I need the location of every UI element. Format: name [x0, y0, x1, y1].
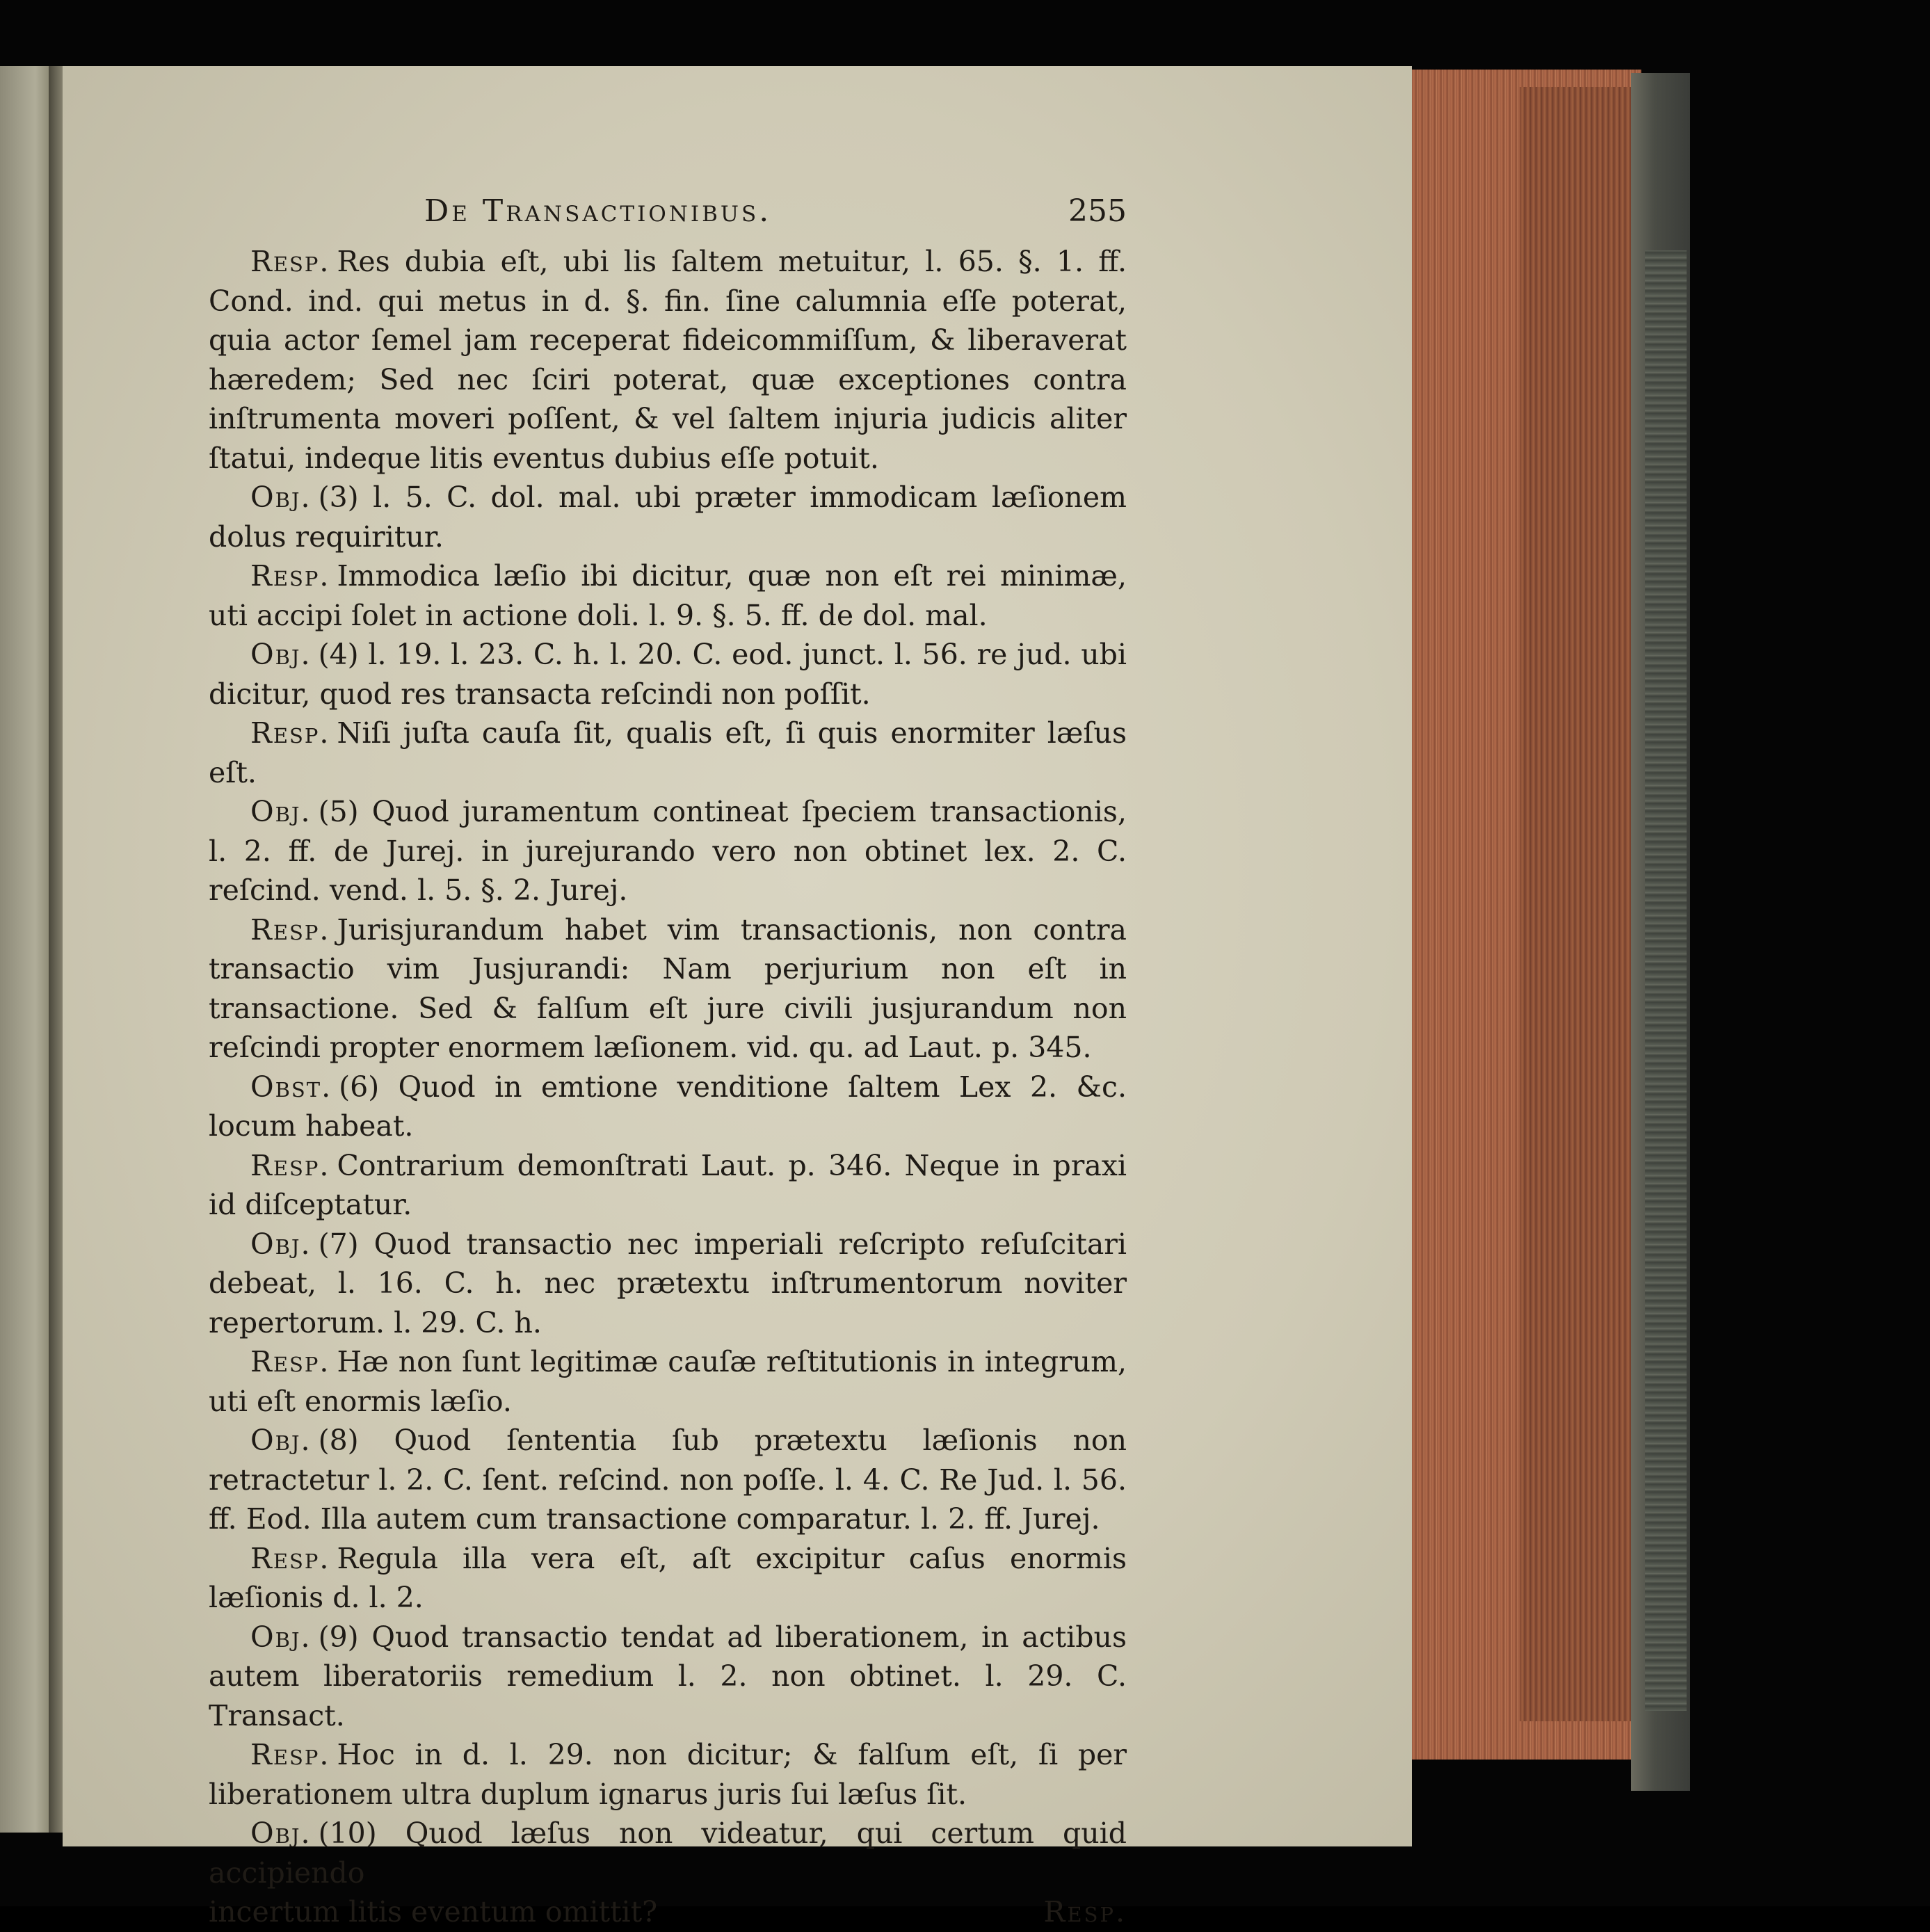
- paragraph-label: Obj.: [250, 1817, 312, 1850]
- paragraph: [209, 1814, 1127, 1892]
- paragraph-text: Niſi juſta cauſa ſit, qualis eſt, ſi quis enormiter læſus eſt.: [209, 716, 1127, 789]
- paragraph-text: (10) Quod læſus non videatur, qui certum quid accipiendo: [209, 1817, 1127, 1890]
- paragraph: [209, 1618, 1127, 1736]
- text-block: [209, 186, 1127, 1932]
- running-head: [209, 186, 1127, 242]
- paragraph-label: Obj.: [250, 795, 312, 828]
- paragraph: [209, 1146, 1127, 1225]
- page-fore-edge-inner: [1520, 87, 1641, 1721]
- paragraph-text: Regula illa vera eſt, aſt excipitur caſus enormis læſionis d. l. 2.: [209, 1541, 1127, 1614]
- paragraph-label: Obj.: [250, 1227, 312, 1261]
- paragraph: [209, 1342, 1127, 1421]
- paragraph-label: Resp.: [250, 1541, 330, 1575]
- paragraph: [209, 1539, 1127, 1618]
- paragraph-label: Resp.: [250, 1148, 330, 1182]
- paragraph-label: Obst.: [250, 1070, 332, 1104]
- paragraph-label: Obj.: [250, 1424, 312, 1457]
- paragraph-text: (5) Quod juramentum contineat ſpeciem transactionis, l. 2. ff. de Jurej. in jurejurando vero non obtinet lex. 2. C. reſcind. vend. l. 5. §. 2. Jurej.: [209, 795, 1127, 907]
- paragraph-text: (3) l. 5. C. dol. mal. ubi præter immodicam læſionem dolus requiritur.: [209, 481, 1127, 554]
- paragraph-label: Resp.: [250, 1345, 330, 1378]
- paragraph-text: (9) Quod transactio tendat ad liberationem, in actibus autem liberatoriis remedium l. 2. non obtinet. l. 29. C. Transact.: [209, 1620, 1127, 1732]
- paragraph: [209, 1225, 1127, 1343]
- page-number: 255: [1068, 193, 1127, 229]
- paragraph-text: Jurisjurandum habet vim transactionis, non contra transactio vim Jusjurandi: Nam perjurium non eſt in transactione. Sed & falſum eſt jure civili jusjurandum non reſcindi propter enormem læſionem. vid. qu. ad Laut. p. 345.: [209, 912, 1127, 1064]
- paragraph: [209, 910, 1127, 1068]
- paragraph: [209, 635, 1127, 714]
- paragraph-label: Obj.: [250, 481, 312, 514]
- paragraph-text: Hæ non ſunt legitimæ cauſæ reſtitutionis in integrum, uti eſt enormis læſio.: [209, 1345, 1127, 1418]
- paragraph: [209, 1068, 1127, 1146]
- final-line-text: incertum litis eventum omittit?: [209, 1895, 658, 1929]
- paragraph: [209, 714, 1127, 792]
- paragraph-label: Resp.: [250, 245, 330, 278]
- paragraph-text: (4) l. 19. l. 23. C. h. l. 20. C. eod. junct. l. 56. re jud. ubi dicitur, quod res transacta reſcindi non poſſit.: [209, 638, 1127, 711]
- paragraph-label: Resp.: [250, 559, 330, 593]
- paragraph-label: Obj.: [250, 638, 312, 671]
- paragraph-text: Immodica læſio ibi dicitur, quæ non eſt rei minimæ, uti accipi ſolet in actione doli. l. 9. §. 5. ff. de dol. mal.: [209, 559, 1127, 632]
- paragraph: [209, 556, 1127, 635]
- paragraph: [209, 478, 1127, 556]
- paragraph: [209, 792, 1127, 910]
- paragraph-text: (6) Quod in emtione venditione ſaltem Lex 2. &c. locum habeat.: [209, 1070, 1127, 1143]
- paragraph-label: Obj.: [250, 1620, 312, 1654]
- paragraph-text: (7) Quod transactio nec imperiali reſcripto reſuſcitari debeat, l. 16. C. h. nec prætextu inſtrumentorum noviter repertorum. l. 29. C. h.: [209, 1227, 1127, 1339]
- paragraph-label: Resp.: [250, 912, 330, 947]
- final-line: [209, 1892, 1127, 1932]
- cover-texture: [1645, 250, 1687, 1711]
- paragraph: [209, 1421, 1127, 1539]
- paragraph-text: Hoc in d. l. 29. non dicitur; & falſum eſt, ſi per liberationem ultra duplum ignarus juris ſui læſus ſit.: [209, 1738, 1127, 1811]
- catchword: Resp.: [1043, 1895, 1127, 1929]
- running-title: De Transactionibus.: [424, 193, 772, 229]
- paragraph-text: Contrarium demonſtrati Laut. p. 346. Neque in praxi id diſceptatur.: [209, 1148, 1127, 1221]
- paragraph-label: Resp.: [250, 1738, 330, 1771]
- paragraph: [209, 242, 1127, 478]
- paragraph-label: Resp.: [250, 716, 330, 750]
- paragraph-text: (8) Quod ſententia ſub prætextu læſionis non retractetur l. 2. C. ſent. reſcind. non poſſe. l. 4. C. Re Jud. l. 56. ff. Eod. Illa autem cum transactione comparatur. l. 2. ff. Jurej.: [209, 1424, 1127, 1536]
- paragraph-text: Res dubia eſt, ubi lis ſaltem metuitur, l. 65. §. 1. ff. Cond. ind. qui metus in d. §. fin. ſine calumnia eſſe poterat, quia actor ſemel jam receperat fideicommiſſum, & liberaverat hæredem; Sed nec ſciri poterat, quæ exceptiones contra inſtrumenta moveri poſſent, & vel ſaltem injuria judicis aliter ſtatui, indeque litis eventus dubius eſſe potuit.: [209, 245, 1127, 475]
- paragraph: [209, 1735, 1127, 1814]
